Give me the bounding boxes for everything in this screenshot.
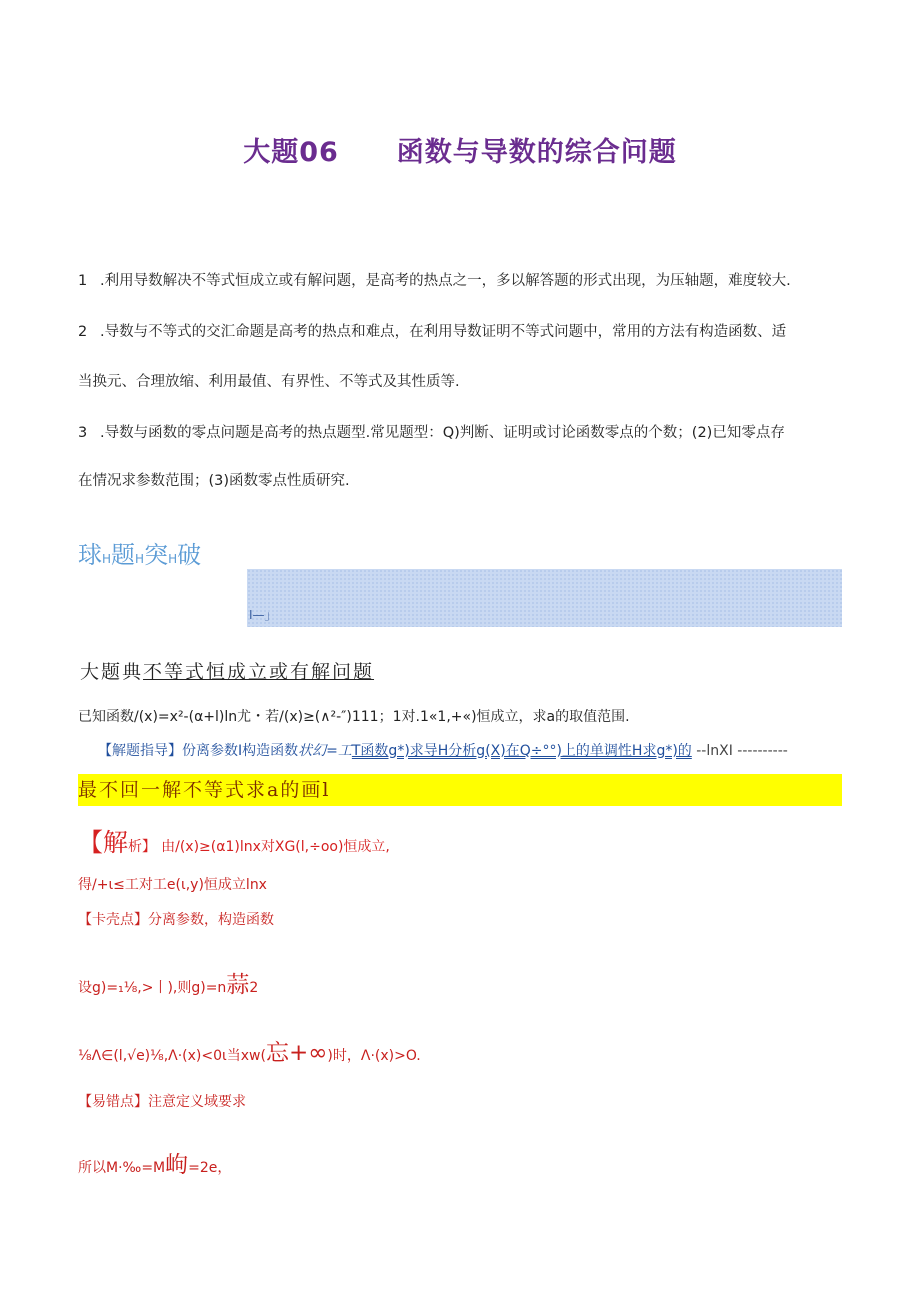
section-banner <box>247 569 842 627</box>
page-title <box>0 130 920 169</box>
banner-mark: I—」 <box>249 608 277 622</box>
error-prone-note: 【易错点】注意定义域要求 <box>78 1094 246 1110</box>
solution-line-3: 设g)=₁⅛,>丨),则g)=n蒜2 <box>78 972 259 998</box>
solution-guide-highlight: 最不回一解不等式求a的画l <box>78 774 842 806</box>
solution-heading: 【解析】 由/(x)≥(α1)lnx对XG(l,÷oo)恒成立, <box>78 828 390 857</box>
solution-line-2: 得/+ι≤工对工e(ι,y)恒成立lnx <box>78 877 267 893</box>
intro-item-3: 3 .导数与函数的零点问题是高考的热点题型.常见题型：Q)判断、证明或讨论函数零点的个数；(2)已知零点存 <box>78 425 785 441</box>
intro-item-2-cont: 当换元、合理放缩、利用最值、有界性、不等式及其性质等. <box>78 374 460 390</box>
solution-guide: 【解题指导】份离参数I构造函数状幻=工T函数g*)求导H分析g(X)在Q÷°°)上的单调性H求g*)的 --lnXI ---------- <box>98 743 788 759</box>
problem-statement: 已知函数/(x)=x²-(α+l)ln尤・若/(x)≥(∧²-″)111；1对.1«1,+«)恒成立，求a的取值范围. <box>78 709 630 725</box>
title-part1: 大题06 <box>243 137 339 168</box>
intro-item-1: 1 .利用导数解决不等式恒成立或有解问题，是高考的热点之一，多以解答题的形式出现，为压轴题，难度较大. <box>78 273 791 289</box>
intro-item-2: 2 .导数与不等式的交汇命题是高考的热点和难点，在利用导数证明不等式问题中，常用的方法有构造函数、适 <box>78 324 787 340</box>
title-part2: 函数与导数的综合问题 <box>396 137 677 168</box>
intro-item-3-cont: 在情况求参数范围；(3)函数零点性质研究. <box>78 473 350 489</box>
problem-type-title: 大题典不等式恒成立或有解问题 <box>80 661 375 683</box>
stuck-point-note: 【卡壳点】分离参数，构造函数 <box>78 912 274 928</box>
solution-line-4: ⅛Λ∈(l,√e)⅛,Λ·(x)<0ι当xw(忘+∞)时，Λ·(x)>O. <box>78 1040 421 1066</box>
solution-line-5: 所以M·‰=M岣=2e， <box>78 1152 232 1178</box>
section-heading: 球H题H突H破 <box>78 541 202 569</box>
